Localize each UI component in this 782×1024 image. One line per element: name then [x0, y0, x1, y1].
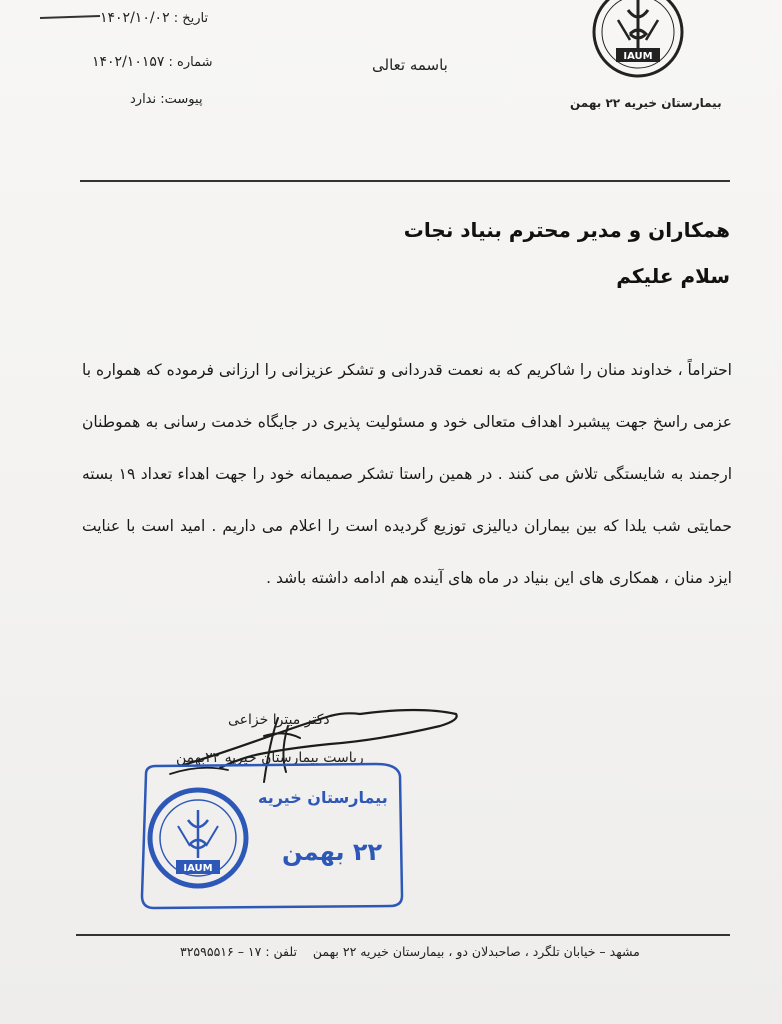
stamp-line-2: ۲۲ بهمن	[282, 838, 383, 866]
stamp-logo-text: IAUM	[183, 863, 213, 874]
hospital-stamp	[136, 760, 406, 910]
date-label: تاریخ :	[173, 11, 209, 26]
stamp-frame	[136, 760, 406, 910]
date-underline	[40, 15, 100, 19]
number-value: ۱۴۰۲/۱۰۱۵۷	[92, 54, 165, 70]
date-field	[100, 10, 208, 26]
letter-body: احتراماً ، خداوند منان را شاکریم که به نعمت قدردانی و تشکر عزیزانی را ارزانی فرموده که همواره با عزمی راسخ جهت پیشبرد اهداف متعالی خود و مسئولیت پذیری در جایگاه خدمت رسانی به هموطنان ارجمند به شایستگی تلاش می کنند . در همین راستا تشکر صمیمانه خود را جهت اهداء تعداد ۱۹ بسته حمایتی شب یلدا که بین بیماران دیالیزی توزیع گردیده است را اعلام می داریم . امید است با عنایت ایزد منان ، همکاری های این بنیاد در ماه های آینده هم ادامه داشته باشد .	[82, 361, 732, 587]
attachment-field	[130, 92, 203, 107]
footer-phone-value: ۱۷ – ۳۲۵۹۵۵۱۶	[180, 944, 262, 959]
footer-address: مشهد – خیابان تلگرد ، صاحبدلان دو ، بیمارستان خیریه ۲۲ بهمن	[312, 944, 640, 959]
footer-phone-label: تلفن :	[265, 944, 297, 959]
hospital-logo	[588, 0, 688, 90]
signatory-name: دکتر میترا خزاعی	[228, 712, 330, 728]
date-value: ۱۴۰۲/۱۰/۰۲	[100, 10, 170, 26]
attachment-value: ندارد	[130, 92, 157, 107]
invocation: باسمه تعالی	[372, 56, 448, 74]
number-label: شماره :	[168, 55, 213, 70]
greeting-line: سلام علیکم	[616, 264, 730, 288]
stamp-line-1: بیمارستان خیریه	[258, 788, 388, 807]
header-divider	[80, 180, 730, 182]
attachment-label: پیوست:	[160, 92, 203, 107]
logo-text: IAUM	[623, 51, 653, 62]
recipient-line: همکاران و مدیر محترم بنیاد نجات	[403, 218, 730, 242]
number-field	[92, 54, 213, 70]
hospital-name: بیمارستان خیریه ۲۲ بهمن	[570, 96, 722, 110]
signatory-title: ریاست بیمارستان خیریه ۲۲بهمن	[176, 750, 364, 766]
footer-contact	[180, 944, 640, 959]
footer-divider	[76, 934, 730, 936]
